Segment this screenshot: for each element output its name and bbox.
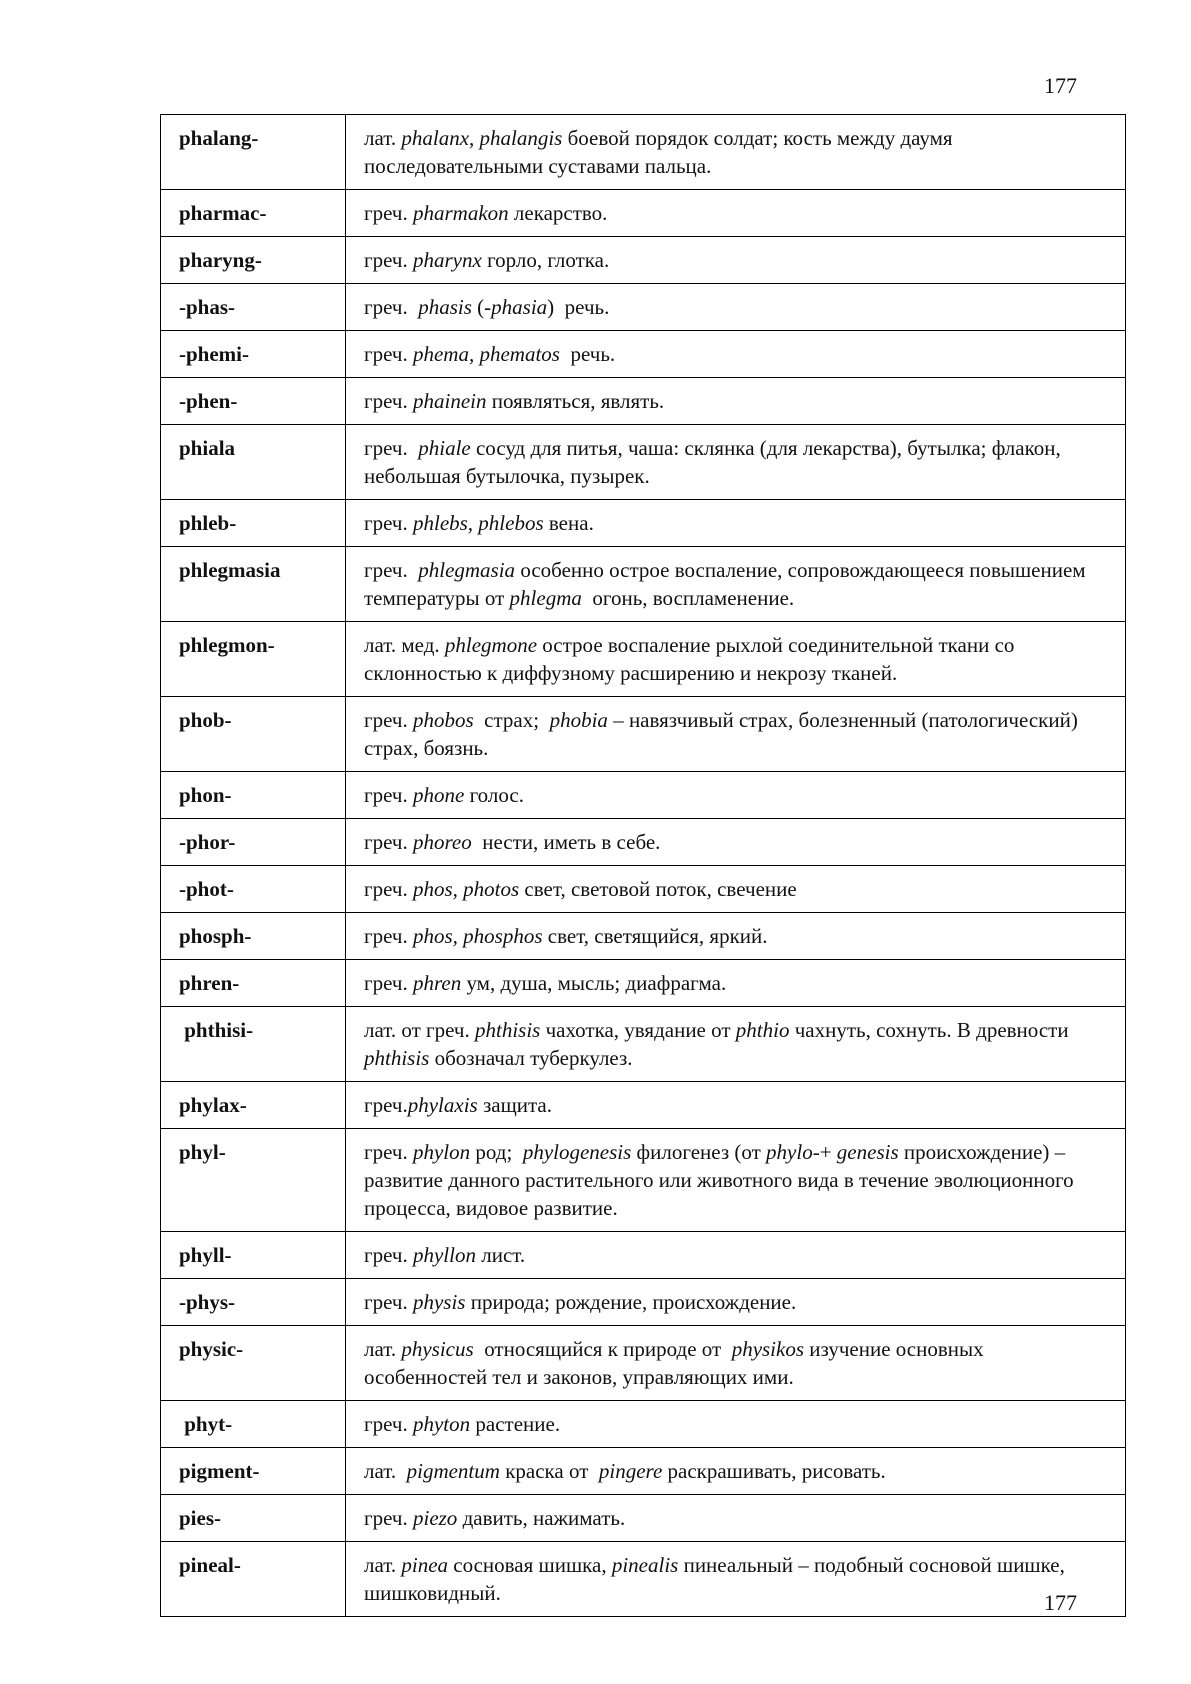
definition-cell xyxy=(346,1232,1126,1279)
definition-text: пинеальный – подобный сосновой шишке, шишковидный. xyxy=(364,1553,1071,1605)
definition-etymon: phlegmasia xyxy=(418,558,516,582)
definition-etymon: phlegma xyxy=(509,586,582,610)
definition-cell xyxy=(346,190,1126,237)
definition-cell xyxy=(346,378,1126,425)
definition-text: лат. xyxy=(364,126,402,150)
definition-text: появляться, являть. xyxy=(486,389,665,413)
definition-text: изучение основных особенностей тел и законов, управляющих ими. xyxy=(364,1337,989,1389)
definition-text: греч. xyxy=(364,924,413,948)
definition-text: греч. xyxy=(364,877,413,901)
term-cell: phylax- xyxy=(161,1082,346,1129)
definition-etymon: phalanx, phalangis xyxy=(401,126,563,150)
term-cell: -phemi- xyxy=(161,331,346,378)
definition-text: лат. xyxy=(364,1459,407,1483)
term-cell: pigment- xyxy=(161,1448,346,1495)
definition-etymon: phylogenesis xyxy=(522,1140,632,1164)
definition-text: греч. xyxy=(364,1243,413,1267)
definition-text: греч. xyxy=(364,248,413,272)
term-cell: phyt- xyxy=(161,1401,346,1448)
definition-etymon: phren xyxy=(412,971,462,995)
definition-text: природа; рождение, происхождение. xyxy=(465,1290,797,1314)
definition-etymon: phainein xyxy=(412,389,487,413)
definition-text: греч. xyxy=(364,1290,413,1314)
definition-text: + xyxy=(819,1140,837,1164)
term-cell: phalang- xyxy=(161,115,346,190)
definition-text: раскрашивать, рисовать. xyxy=(662,1459,886,1483)
table-row xyxy=(161,1082,1126,1129)
definition-text: ум, душа, мысль; диафрагма. xyxy=(461,971,727,995)
term-cell: pharyng- xyxy=(161,237,346,284)
definition-cell xyxy=(346,1542,1126,1617)
definition-text: лат. xyxy=(364,1553,402,1577)
definition-cell xyxy=(346,1495,1126,1542)
table-row xyxy=(161,866,1126,913)
definition-etymon: phyllon xyxy=(412,1243,476,1267)
definition-etymon: pinealis xyxy=(611,1553,679,1577)
definition-etymon: phasis xyxy=(418,295,472,319)
definition-text: лат. от греч. xyxy=(364,1018,475,1042)
definition-etymon: pigmentum xyxy=(406,1459,500,1483)
definition-text: ( xyxy=(471,295,485,319)
table-row xyxy=(161,500,1126,547)
table-row xyxy=(161,1448,1126,1495)
definition-cell xyxy=(346,913,1126,960)
definition-text: греч. xyxy=(364,295,419,319)
definition-etymon: phthisis xyxy=(474,1018,541,1042)
definition-text: речь. xyxy=(559,342,616,366)
table-row xyxy=(161,1279,1126,1326)
term-cell: -phen- xyxy=(161,378,346,425)
term-cell: phthisi- xyxy=(161,1007,346,1082)
table-row xyxy=(161,284,1126,331)
definition-text: греч. xyxy=(364,558,419,582)
definition-etymon: pharynx xyxy=(412,248,482,272)
term-cell: phob- xyxy=(161,697,346,772)
definition-etymon: phylaxis xyxy=(407,1093,478,1117)
term-cell: pineal- xyxy=(161,1542,346,1617)
definition-cell xyxy=(346,425,1126,500)
definition-cell xyxy=(346,1326,1126,1401)
definition-text: лист. xyxy=(475,1243,526,1267)
term-cell: -phas- xyxy=(161,284,346,331)
definition-text: греч. xyxy=(364,342,413,366)
definition-text: происхождение) – развитие данного растительного или животного вида в течение эволюционного процесса, видовое развитие. xyxy=(364,1140,1079,1220)
definition-text: огонь, воспламенение. xyxy=(581,586,795,610)
definition-cell xyxy=(346,331,1126,378)
page-number-top: 177 xyxy=(1044,73,1077,98)
table-row xyxy=(161,1129,1126,1232)
definition-text: филогенез (от xyxy=(631,1140,767,1164)
term-cell: phon- xyxy=(161,772,346,819)
table-row xyxy=(161,1401,1126,1448)
definition-cell xyxy=(346,547,1126,622)
definition-text: краска от xyxy=(499,1459,599,1483)
definition-text: чахотка, увядание от xyxy=(540,1018,736,1042)
term-cell: phleb- xyxy=(161,500,346,547)
definition-etymon: pinea xyxy=(401,1553,449,1577)
definition-text: сосуд для питья, чаша: склянка (для лекарства), бутылка; флакон, небольшая бутылочка, пузырек. xyxy=(364,436,1066,488)
definition-text: горло, глотка. xyxy=(481,248,610,272)
term-cell: pharmac- xyxy=(161,190,346,237)
definition-text: защита. xyxy=(477,1093,552,1117)
definition-etymon: pharmakon xyxy=(412,201,509,225)
definition-etymon: phthisis xyxy=(364,1046,430,1070)
definition-text: чахнуть, сохнуть. В древности xyxy=(789,1018,1074,1042)
term-cell: -phot- xyxy=(161,866,346,913)
table-row xyxy=(161,115,1126,190)
definition-cell xyxy=(346,960,1126,1007)
definition-text: греч. xyxy=(364,1140,413,1164)
table-row xyxy=(161,1007,1126,1082)
definition-cell xyxy=(346,237,1126,284)
definition-etymon: phylon xyxy=(412,1140,471,1164)
term-cell: -phor- xyxy=(161,819,346,866)
definition-etymon: physicus xyxy=(401,1337,474,1361)
definition-text: греч. xyxy=(364,511,413,535)
definition-text: относящийся к природе от xyxy=(473,1337,732,1361)
definition-etymon: physis xyxy=(412,1290,466,1314)
table-row xyxy=(161,1232,1126,1279)
definition-etymon: phema, phematos xyxy=(412,342,560,366)
table-row xyxy=(161,1326,1126,1401)
table-row xyxy=(161,913,1126,960)
definition-etymon: piezo xyxy=(412,1506,458,1530)
definition-cell xyxy=(346,115,1126,190)
table-row xyxy=(161,331,1126,378)
definition-text: греч. xyxy=(364,830,413,854)
definition-etymon: genesis xyxy=(836,1140,899,1164)
definition-etymon: physikos xyxy=(731,1337,805,1361)
definition-etymon: -phasia xyxy=(484,295,548,319)
definition-cell xyxy=(346,866,1126,913)
definition-cell xyxy=(346,772,1126,819)
table-row xyxy=(161,622,1126,697)
term-cell: phiala xyxy=(161,425,346,500)
definition-text: лекарство. xyxy=(508,201,608,225)
definition-text: греч. xyxy=(364,708,413,732)
definition-etymon: phobia xyxy=(549,708,608,732)
definition-cell xyxy=(346,284,1126,331)
definition-text: свет, световой поток, свечение xyxy=(519,877,797,901)
definition-text: свет, светящийся, яркий. xyxy=(542,924,768,948)
table-row xyxy=(161,547,1126,622)
table-row xyxy=(161,960,1126,1007)
definition-etymon: phiale xyxy=(418,436,471,460)
definition-etymon: phos, photos xyxy=(412,877,520,901)
term-cell: phren- xyxy=(161,960,346,1007)
term-cell: -phys- xyxy=(161,1279,346,1326)
definition-cell xyxy=(346,819,1126,866)
definition-text: давить, нажимать. xyxy=(457,1506,626,1530)
table-row xyxy=(161,237,1126,284)
definition-etymon: phyton xyxy=(412,1412,471,1436)
definition-cell xyxy=(346,622,1126,697)
term-cell: phlegmon- xyxy=(161,622,346,697)
definition-etymon: phoreo xyxy=(412,830,472,854)
definition-cell xyxy=(346,1279,1126,1326)
table-row xyxy=(161,819,1126,866)
definition-cell xyxy=(346,1129,1126,1232)
definition-text: сосновая шишка, xyxy=(448,1553,612,1577)
definition-text: греч. xyxy=(364,971,413,995)
definition-etymon: phthio xyxy=(735,1018,790,1042)
page-number-bottom: 177 xyxy=(1044,1590,1077,1615)
term-cell: phlegmasia xyxy=(161,547,346,622)
table-row xyxy=(161,697,1126,772)
table-row xyxy=(161,190,1126,237)
definition-etymon: phobos xyxy=(412,708,474,732)
table-row xyxy=(161,1495,1126,1542)
definition-etymon: phos, phosphos xyxy=(412,924,543,948)
definition-etymon: pingere xyxy=(598,1459,663,1483)
term-cell: phyll- xyxy=(161,1232,346,1279)
definition-etymon: phlebs, phlebos xyxy=(412,511,544,535)
definition-text: греч. xyxy=(364,389,413,413)
term-cell: phosph- xyxy=(161,913,346,960)
glossary-body xyxy=(161,115,1126,1617)
definition-text: ) речь. xyxy=(547,295,610,319)
definition-text: голос. xyxy=(464,783,524,807)
definition-cell xyxy=(346,697,1126,772)
definition-text: острое воспаление рыхлой соединительной ткани со склонностью к диффузному расширению и некрозу тканей. xyxy=(364,633,1020,685)
definition-text: растение. xyxy=(470,1412,561,1436)
definition-etymon: phylo- xyxy=(766,1140,820,1164)
definition-etymon: phlegmone xyxy=(444,633,538,657)
table-row xyxy=(161,1542,1126,1617)
definition-etymon: phone xyxy=(412,783,465,807)
definition-text: лат. мед. xyxy=(364,633,445,657)
table-row xyxy=(161,378,1126,425)
definition-cell xyxy=(346,1448,1126,1495)
glossary-table xyxy=(160,114,1126,1617)
definition-text: греч. xyxy=(364,436,419,460)
definition-text: страх; xyxy=(473,708,550,732)
term-cell: pies- xyxy=(161,1495,346,1542)
definition-text: особенно острое воспаление, сопровождающееся повышением температуры от xyxy=(364,558,1091,610)
definition-text: обозначал туберкулез. xyxy=(429,1046,633,1070)
term-cell: physic- xyxy=(161,1326,346,1401)
definition-text: греч. xyxy=(364,1093,408,1117)
definition-text: боевой порядок солдат; кость между даумя последовательными суставами пальца. xyxy=(364,126,958,178)
definition-text: нести, иметь в себе. xyxy=(471,830,661,854)
definition-text: греч. xyxy=(364,1412,413,1436)
definition-text: греч. xyxy=(364,783,413,807)
term-cell: phyl- xyxy=(161,1129,346,1232)
definition-cell xyxy=(346,1082,1126,1129)
definition-text: род; xyxy=(470,1140,523,1164)
definition-cell xyxy=(346,500,1126,547)
table-row xyxy=(161,772,1126,819)
definition-cell xyxy=(346,1401,1126,1448)
definition-text: вена. xyxy=(543,511,594,535)
table-row xyxy=(161,425,1126,500)
definition-text: – навязчивый страх, болезненный (патологический) страх, боязнь. xyxy=(364,708,1084,760)
definition-text: греч. xyxy=(364,201,413,225)
definition-text: греч. xyxy=(364,1506,413,1530)
definition-text: лат. xyxy=(364,1337,402,1361)
definition-cell xyxy=(346,1007,1126,1082)
